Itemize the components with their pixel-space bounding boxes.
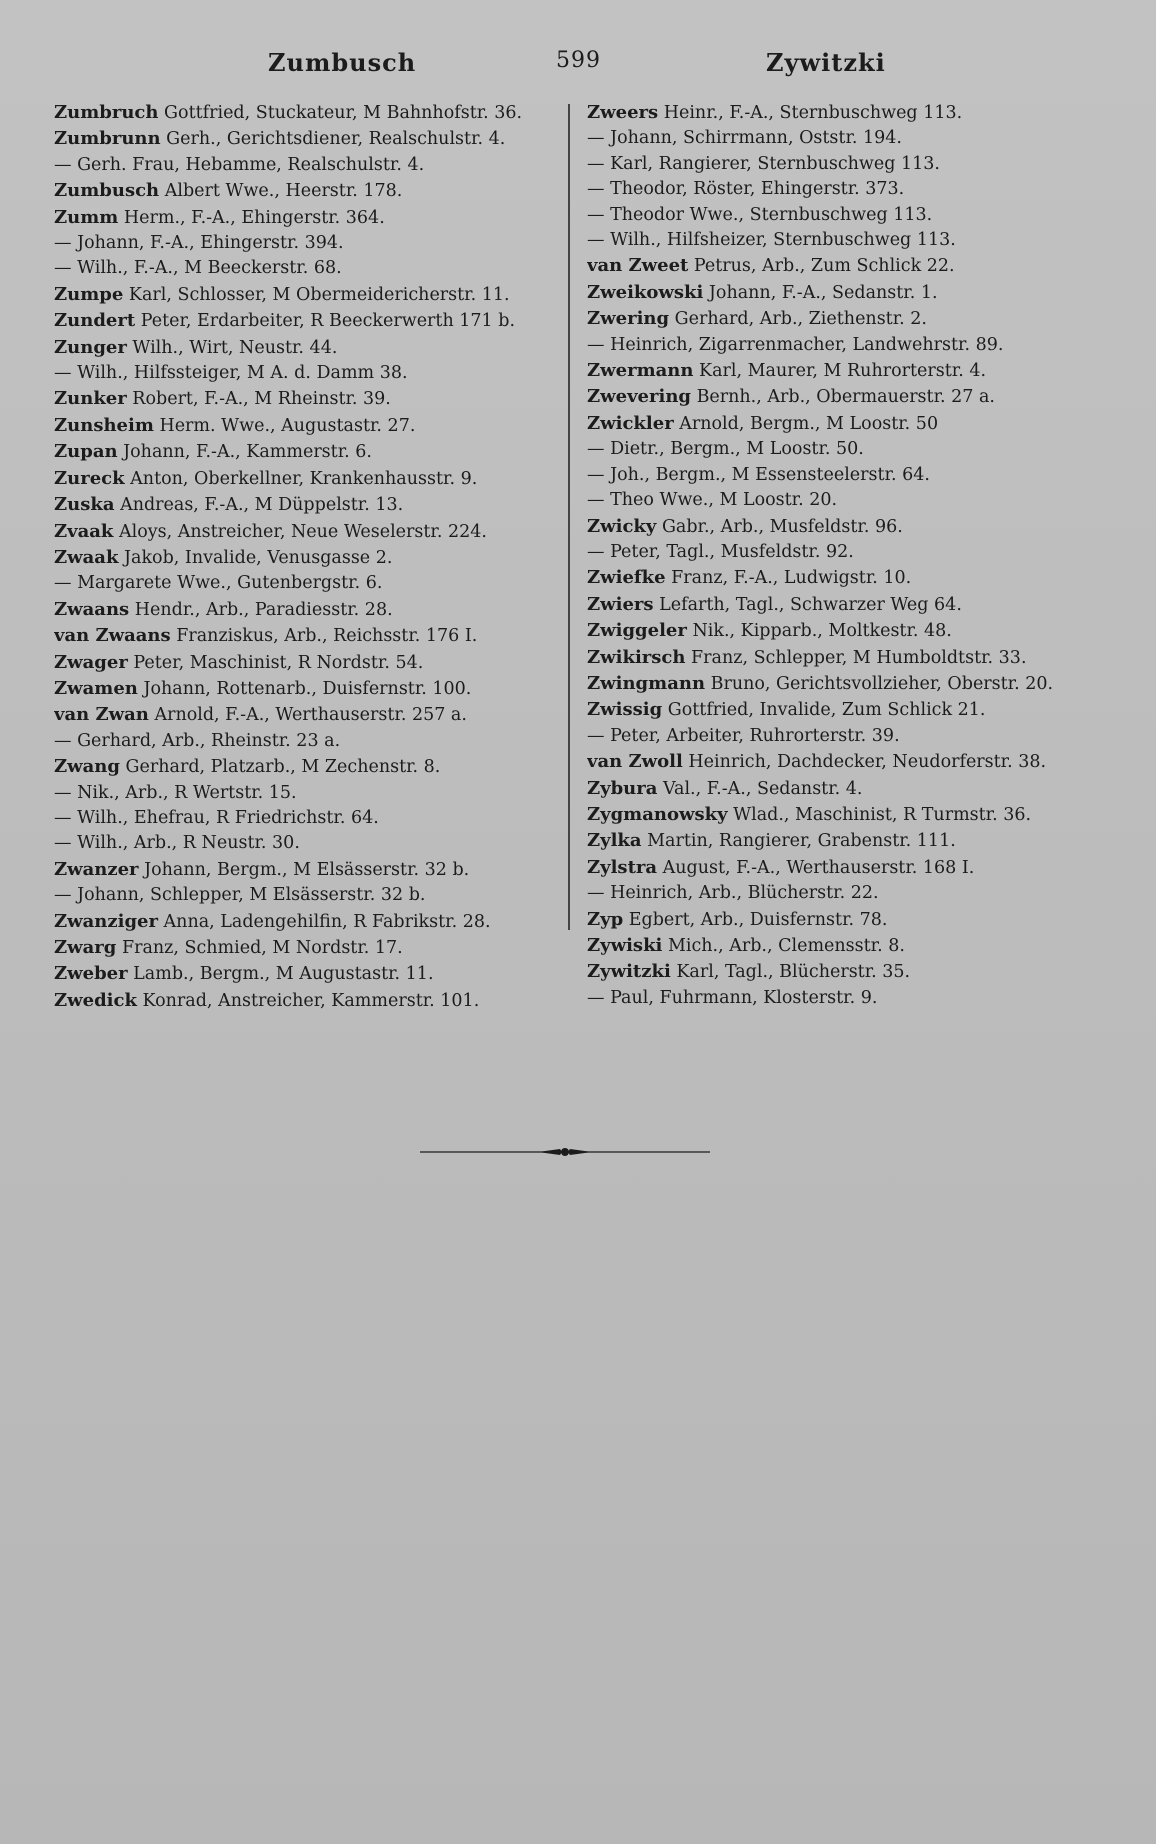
directory-entry bbox=[587, 514, 1097, 540]
entry-details: — Margarete Wwe., Gutenbergstr. 6. bbox=[54, 573, 383, 594]
entry-details: — Wilh., Hilfsheizer, Sternbuschweg 113. bbox=[587, 230, 956, 251]
entry-surname: Zumbusch bbox=[54, 180, 160, 202]
right-column bbox=[587, 100, 1097, 1011]
entry-surname: Zwissig bbox=[587, 699, 663, 721]
entry-details: Johann, Rottenarb., Duisfernstr. 100. bbox=[137, 678, 472, 699]
entry-surname: Zumm bbox=[54, 206, 119, 228]
directory-entry bbox=[54, 492, 566, 518]
entry-surname: Zwering bbox=[587, 308, 670, 330]
directory-entry bbox=[54, 729, 566, 754]
directory-entry bbox=[587, 828, 1097, 854]
directory-entry bbox=[54, 702, 566, 728]
entry-details: Arnold, F.-A., Werthauserstr. 257 a. bbox=[148, 705, 467, 726]
directory-entry bbox=[587, 203, 1097, 228]
directory-entry bbox=[54, 623, 566, 649]
directory-entry bbox=[54, 781, 566, 806]
entry-details: Anna, Ladengehilfin, R Fabrikstr. 28. bbox=[157, 911, 491, 932]
entry-details: Peter, Maschinist, R Nordstr. 54. bbox=[127, 652, 424, 673]
entry-surname: Zwermann bbox=[587, 360, 694, 382]
entry-surname: Zwang bbox=[54, 756, 120, 778]
directory-entry bbox=[54, 335, 566, 361]
entry-surname: Zwedick bbox=[54, 989, 137, 1011]
entry-details: Franz, Schmied, M Nordstr. 17. bbox=[116, 938, 403, 958]
entry-details: Herm., F.-A., Ehingerstr. 364. bbox=[118, 207, 385, 228]
entry-details: Aloys, Anstreicher, Neue Weselerstr. 224. bbox=[113, 521, 487, 542]
left-column bbox=[54, 100, 566, 1014]
directory-entry bbox=[587, 618, 1097, 644]
column-divider bbox=[568, 104, 570, 930]
directory-entry bbox=[587, 228, 1097, 253]
directory-entry bbox=[587, 959, 1097, 985]
entry-details: Gerhard, Arb., Ziethenstr. 2. bbox=[669, 309, 927, 330]
directory-entry bbox=[54, 676, 566, 702]
end-ornament-icon bbox=[420, 1144, 710, 1160]
directory-entry bbox=[587, 933, 1097, 959]
directory-entry bbox=[54, 935, 566, 961]
directory-entry bbox=[54, 806, 566, 831]
directory-entry bbox=[587, 358, 1097, 384]
directory-entry bbox=[54, 961, 566, 987]
directory-entry bbox=[587, 592, 1097, 618]
entry-details: Franz, F.-A., Ludwigstr. 10. bbox=[665, 568, 912, 589]
entry-details: Nik., Kipparb., Moltkestr. 48. bbox=[686, 621, 952, 642]
directory-entry bbox=[587, 776, 1097, 802]
directory-entry bbox=[587, 986, 1097, 1011]
directory-entry bbox=[54, 308, 566, 334]
entry-details: Gabr., Arb., Musfeldstr. 96. bbox=[656, 516, 903, 537]
directory-entry bbox=[587, 749, 1097, 775]
entry-details: Franziskus, Arb., Reichsstr. 176 I. bbox=[170, 626, 478, 647]
entry-surname: Zwevering bbox=[587, 386, 691, 408]
directory-entry bbox=[587, 881, 1097, 906]
directory-entry bbox=[54, 466, 566, 492]
directory-entry bbox=[587, 411, 1097, 437]
directory-entry bbox=[587, 384, 1097, 410]
directory-entry bbox=[54, 439, 566, 465]
entry-details: Val., F.-A., Sedanstr. 4. bbox=[657, 778, 863, 799]
entry-surname: Zwaak bbox=[54, 546, 119, 568]
directory-entry bbox=[587, 126, 1097, 151]
entry-details: Wlad., Maschinist, R Turmstr. 36. bbox=[727, 804, 1032, 825]
entry-details: Bernh., Arb., Obermauerstr. 27 a. bbox=[691, 387, 995, 408]
directory-entry bbox=[54, 988, 566, 1014]
entry-surname: Zybura bbox=[587, 777, 658, 799]
directory-entry bbox=[54, 754, 566, 780]
entry-details: Johann, Bergm., M Elsässerstr. 32 b. bbox=[138, 859, 470, 880]
entry-details: — Joh., Bergm., M Essensteelerstr. 64. bbox=[587, 464, 930, 485]
entry-details: — Johann, F.-A., Ehingerstr. 394. bbox=[54, 233, 344, 254]
entry-surname: Zwingmann bbox=[587, 672, 706, 694]
entry-details: Karl, Schlosser, M Obermeidericherstr. 11. bbox=[123, 284, 510, 305]
entry-details: Konrad, Anstreicher, Kammerstr. 101. bbox=[136, 990, 480, 1011]
entry-surname: Zundert bbox=[54, 310, 136, 332]
directory-entry bbox=[54, 256, 566, 281]
entry-details: Gerh., Gerichtsdiener, Realschulstr. 4. bbox=[160, 129, 506, 150]
entry-details: — Wilh., Hilfssteiger, M A. d. Damm 38. bbox=[54, 363, 408, 384]
directory-entry bbox=[54, 153, 566, 178]
entry-details: — Gerh. Frau, Hebamme, Realschulstr. 4. bbox=[54, 154, 425, 175]
entry-details: Karl, Maurer, M Ruhrorterstr. 4. bbox=[693, 361, 987, 382]
entry-surname: van Zwaans bbox=[54, 625, 171, 647]
entry-details: Bruno, Gerichtsvollzieher, Oberstr. 20. bbox=[705, 673, 1054, 694]
entry-details: Peter, Erdarbeiter, R Beeckerwerth 171 b. bbox=[135, 311, 516, 332]
entry-surname: Zylka bbox=[587, 830, 642, 852]
directory-entry bbox=[54, 178, 566, 204]
directory-entry bbox=[587, 802, 1097, 828]
entry-details: Gottfried, Invalide, Zum Schlick 21. bbox=[662, 700, 986, 721]
directory-entry bbox=[587, 463, 1097, 488]
directory-entry bbox=[587, 280, 1097, 306]
entry-surname: Zunsheim bbox=[54, 414, 154, 436]
directory-entry bbox=[54, 100, 566, 126]
entry-details: Robert, F.-A., M Rheinstr. 39. bbox=[126, 389, 391, 410]
running-head-left: Zumbusch bbox=[268, 48, 417, 77]
entry-details: — Wilh., Ehefrau, R Friedrichstr. 64. bbox=[54, 807, 379, 828]
directory-entry bbox=[54, 571, 566, 596]
entry-surname: Zwiefke bbox=[587, 567, 666, 589]
entry-surname: Zwiers bbox=[587, 593, 654, 615]
directory-entry bbox=[587, 177, 1097, 202]
entry-details: Heinrich, Dachdecker, Neudorferstr. 38. bbox=[682, 752, 1047, 773]
entry-details: Lefarth, Tagl., Schwarzer Weg 64. bbox=[653, 594, 962, 615]
entry-details: Arnold, Bergm., M Loostr. 50 bbox=[673, 413, 939, 434]
entry-surname: Zumbrunn bbox=[54, 128, 161, 150]
entry-surname: Zumpe bbox=[54, 283, 124, 305]
entry-details: Lamb., Bergm., M Augustastr. 11. bbox=[127, 964, 434, 985]
directory-entry bbox=[54, 909, 566, 935]
entry-details: — Johann, Schlepper, M Elsässerstr. 32 b. bbox=[54, 885, 426, 906]
directory-entry bbox=[587, 306, 1097, 332]
entry-details: August, F.-A., Werthauserstr. 168 I. bbox=[657, 857, 975, 878]
entry-details: Gottfried, Stuckateur, M Bahnhofstr. 36. bbox=[158, 103, 523, 123]
entry-surname: Zwiggeler bbox=[587, 620, 687, 642]
entry-surname: Zwickler bbox=[587, 412, 674, 434]
entry-surname: Zyp bbox=[587, 908, 624, 930]
entry-surname: Zweers bbox=[587, 102, 659, 123]
entry-details: Karl, Tagl., Blücherstr. 35. bbox=[670, 962, 911, 983]
entry-surname: Zumbruch bbox=[54, 102, 159, 123]
entry-surname: Zwikirsch bbox=[587, 646, 686, 668]
entry-details: Johann, F.-A., Sedanstr. 1. bbox=[703, 282, 938, 303]
entry-details: Jakob, Invalide, Venusgasse 2. bbox=[118, 547, 393, 568]
entry-surname: Zvaak bbox=[54, 520, 114, 542]
directory-entry bbox=[54, 831, 566, 856]
entry-surname: Zweber bbox=[54, 963, 128, 985]
directory-entry bbox=[54, 519, 566, 545]
entry-surname: Zureck bbox=[54, 467, 125, 489]
directory-entry bbox=[587, 333, 1097, 358]
entry-details: — Dietr., Bergm., M Loostr. 50. bbox=[587, 439, 864, 460]
directory-entry bbox=[54, 883, 566, 908]
entry-surname: Zwanziger bbox=[54, 910, 158, 932]
entry-details: Andreas, F.-A., M Düppelstr. 13. bbox=[114, 495, 404, 516]
directory-entry bbox=[54, 597, 566, 623]
directory-entry bbox=[54, 282, 566, 308]
entry-details: — Peter, Tagl., Musfeldstr. 92. bbox=[587, 541, 854, 562]
entry-details: Hendr., Arb., Paradiesstr. 28. bbox=[129, 599, 393, 620]
directory-entry bbox=[587, 437, 1097, 462]
entry-details: — Paul, Fuhrmann, Klosterstr. 9. bbox=[587, 987, 878, 1008]
entry-details: Franz, Schlepper, M Humboldtstr. 33. bbox=[685, 647, 1027, 668]
directory-entry bbox=[54, 386, 566, 412]
entry-details: Martin, Rangierer, Grabenstr. 111. bbox=[641, 831, 956, 852]
entry-details: — Theodor, Röster, Ehingerstr. 373. bbox=[587, 179, 905, 200]
entry-surname: Zwager bbox=[54, 651, 128, 673]
directory-entry bbox=[54, 545, 566, 571]
directory-entry bbox=[587, 907, 1097, 933]
entry-surname: Zupan bbox=[54, 441, 118, 463]
directory-entry bbox=[54, 413, 566, 439]
directory-entry bbox=[587, 540, 1097, 565]
directory-entry bbox=[587, 100, 1097, 126]
entry-details: — Johann, Schirrmann, Oststr. 194. bbox=[587, 128, 902, 149]
directory-entry bbox=[54, 361, 566, 386]
page-number: 599 bbox=[556, 48, 601, 73]
directory-entry bbox=[587, 253, 1097, 279]
entry-surname: Zunger bbox=[54, 336, 127, 358]
entry-surname: Zweikowski bbox=[587, 281, 704, 303]
entry-details: — Heinrich, Zigarrenmacher, Landwehrstr. 89. bbox=[587, 334, 1004, 355]
entry-surname: Zywiski bbox=[587, 935, 663, 956]
entry-details: — Theodor Wwe., Sternbuschweg 113. bbox=[587, 204, 933, 225]
directory-entry bbox=[587, 645, 1097, 671]
directory-entry bbox=[54, 650, 566, 676]
directory-entry bbox=[54, 205, 566, 231]
directory-entry bbox=[587, 152, 1097, 177]
entry-details: Herm. Wwe., Augustastr. 27. bbox=[153, 415, 416, 436]
entry-surname: Zywitzki bbox=[587, 961, 671, 983]
entry-details: Johann, F.-A., Kammerstr. 6. bbox=[117, 442, 372, 463]
entry-details: Mich., Arb., Clemensstr. 8. bbox=[662, 936, 905, 956]
entry-details: Heinr., F.-A., Sternbuschweg 113. bbox=[658, 103, 963, 123]
directory-entry bbox=[587, 724, 1097, 749]
entry-details: Petrus, Arb., Zum Schlick 22. bbox=[688, 256, 955, 277]
entry-surname: Zylstra bbox=[587, 856, 658, 878]
directory-entry bbox=[587, 565, 1097, 591]
entry-details: Albert Wwe., Heerstr. 178. bbox=[159, 181, 403, 202]
entry-surname: Zwamen bbox=[54, 677, 138, 699]
entry-surname: van Zweet bbox=[587, 255, 689, 277]
entry-details: Gerhard, Platzarb., M Zechenstr. 8. bbox=[119, 757, 441, 778]
entry-details: — Heinrich, Arb., Blücherstr. 22. bbox=[587, 883, 879, 904]
entry-surname: van Zwan bbox=[54, 704, 149, 726]
entry-details: — Wilh., F.-A., M Beeckerstr. 68. bbox=[54, 258, 342, 279]
entry-details: — Gerhard, Arb., Rheinstr. 23 a. bbox=[54, 730, 341, 751]
entry-details: — Nik., Arb., R Wertstr. 15. bbox=[54, 782, 297, 803]
entry-surname: Zuska bbox=[54, 494, 115, 516]
entry-details: — Karl, Rangierer, Sternbuschweg 113. bbox=[587, 153, 940, 174]
entry-details: — Theo Wwe., M Loostr. 20. bbox=[587, 490, 838, 511]
directory-entry bbox=[587, 697, 1097, 723]
running-head-right: Zywitzki bbox=[766, 48, 886, 77]
directory-entry bbox=[54, 231, 566, 256]
entry-details: Wilh., Wirt, Neustr. 44. bbox=[126, 337, 338, 358]
entry-surname: Zygmanowsky bbox=[587, 803, 728, 825]
entry-surname: Zwarg bbox=[54, 937, 117, 958]
entry-details: Egbert, Arb., Duisfernstr. 78. bbox=[623, 909, 888, 930]
directory-entry bbox=[587, 488, 1097, 513]
entry-surname: Zunker bbox=[54, 388, 127, 410]
entry-surname: Zwicky bbox=[587, 515, 657, 537]
directory-entry bbox=[54, 126, 566, 152]
entry-surname: Zwaans bbox=[54, 598, 130, 620]
directory-entry bbox=[587, 855, 1097, 881]
entry-details: Anton, Oberkellner, Krankenhausstr. 9. bbox=[124, 468, 478, 489]
entry-details: — Peter, Arbeiter, Ruhrorterstr. 39. bbox=[587, 725, 900, 746]
directory-entry bbox=[54, 857, 566, 883]
entry-surname: Zwanzer bbox=[54, 858, 139, 880]
directory-entry bbox=[587, 671, 1097, 697]
entry-surname: van Zwoll bbox=[587, 751, 683, 773]
entry-details: — Wilh., Arb., R Neustr. 30. bbox=[54, 833, 300, 854]
